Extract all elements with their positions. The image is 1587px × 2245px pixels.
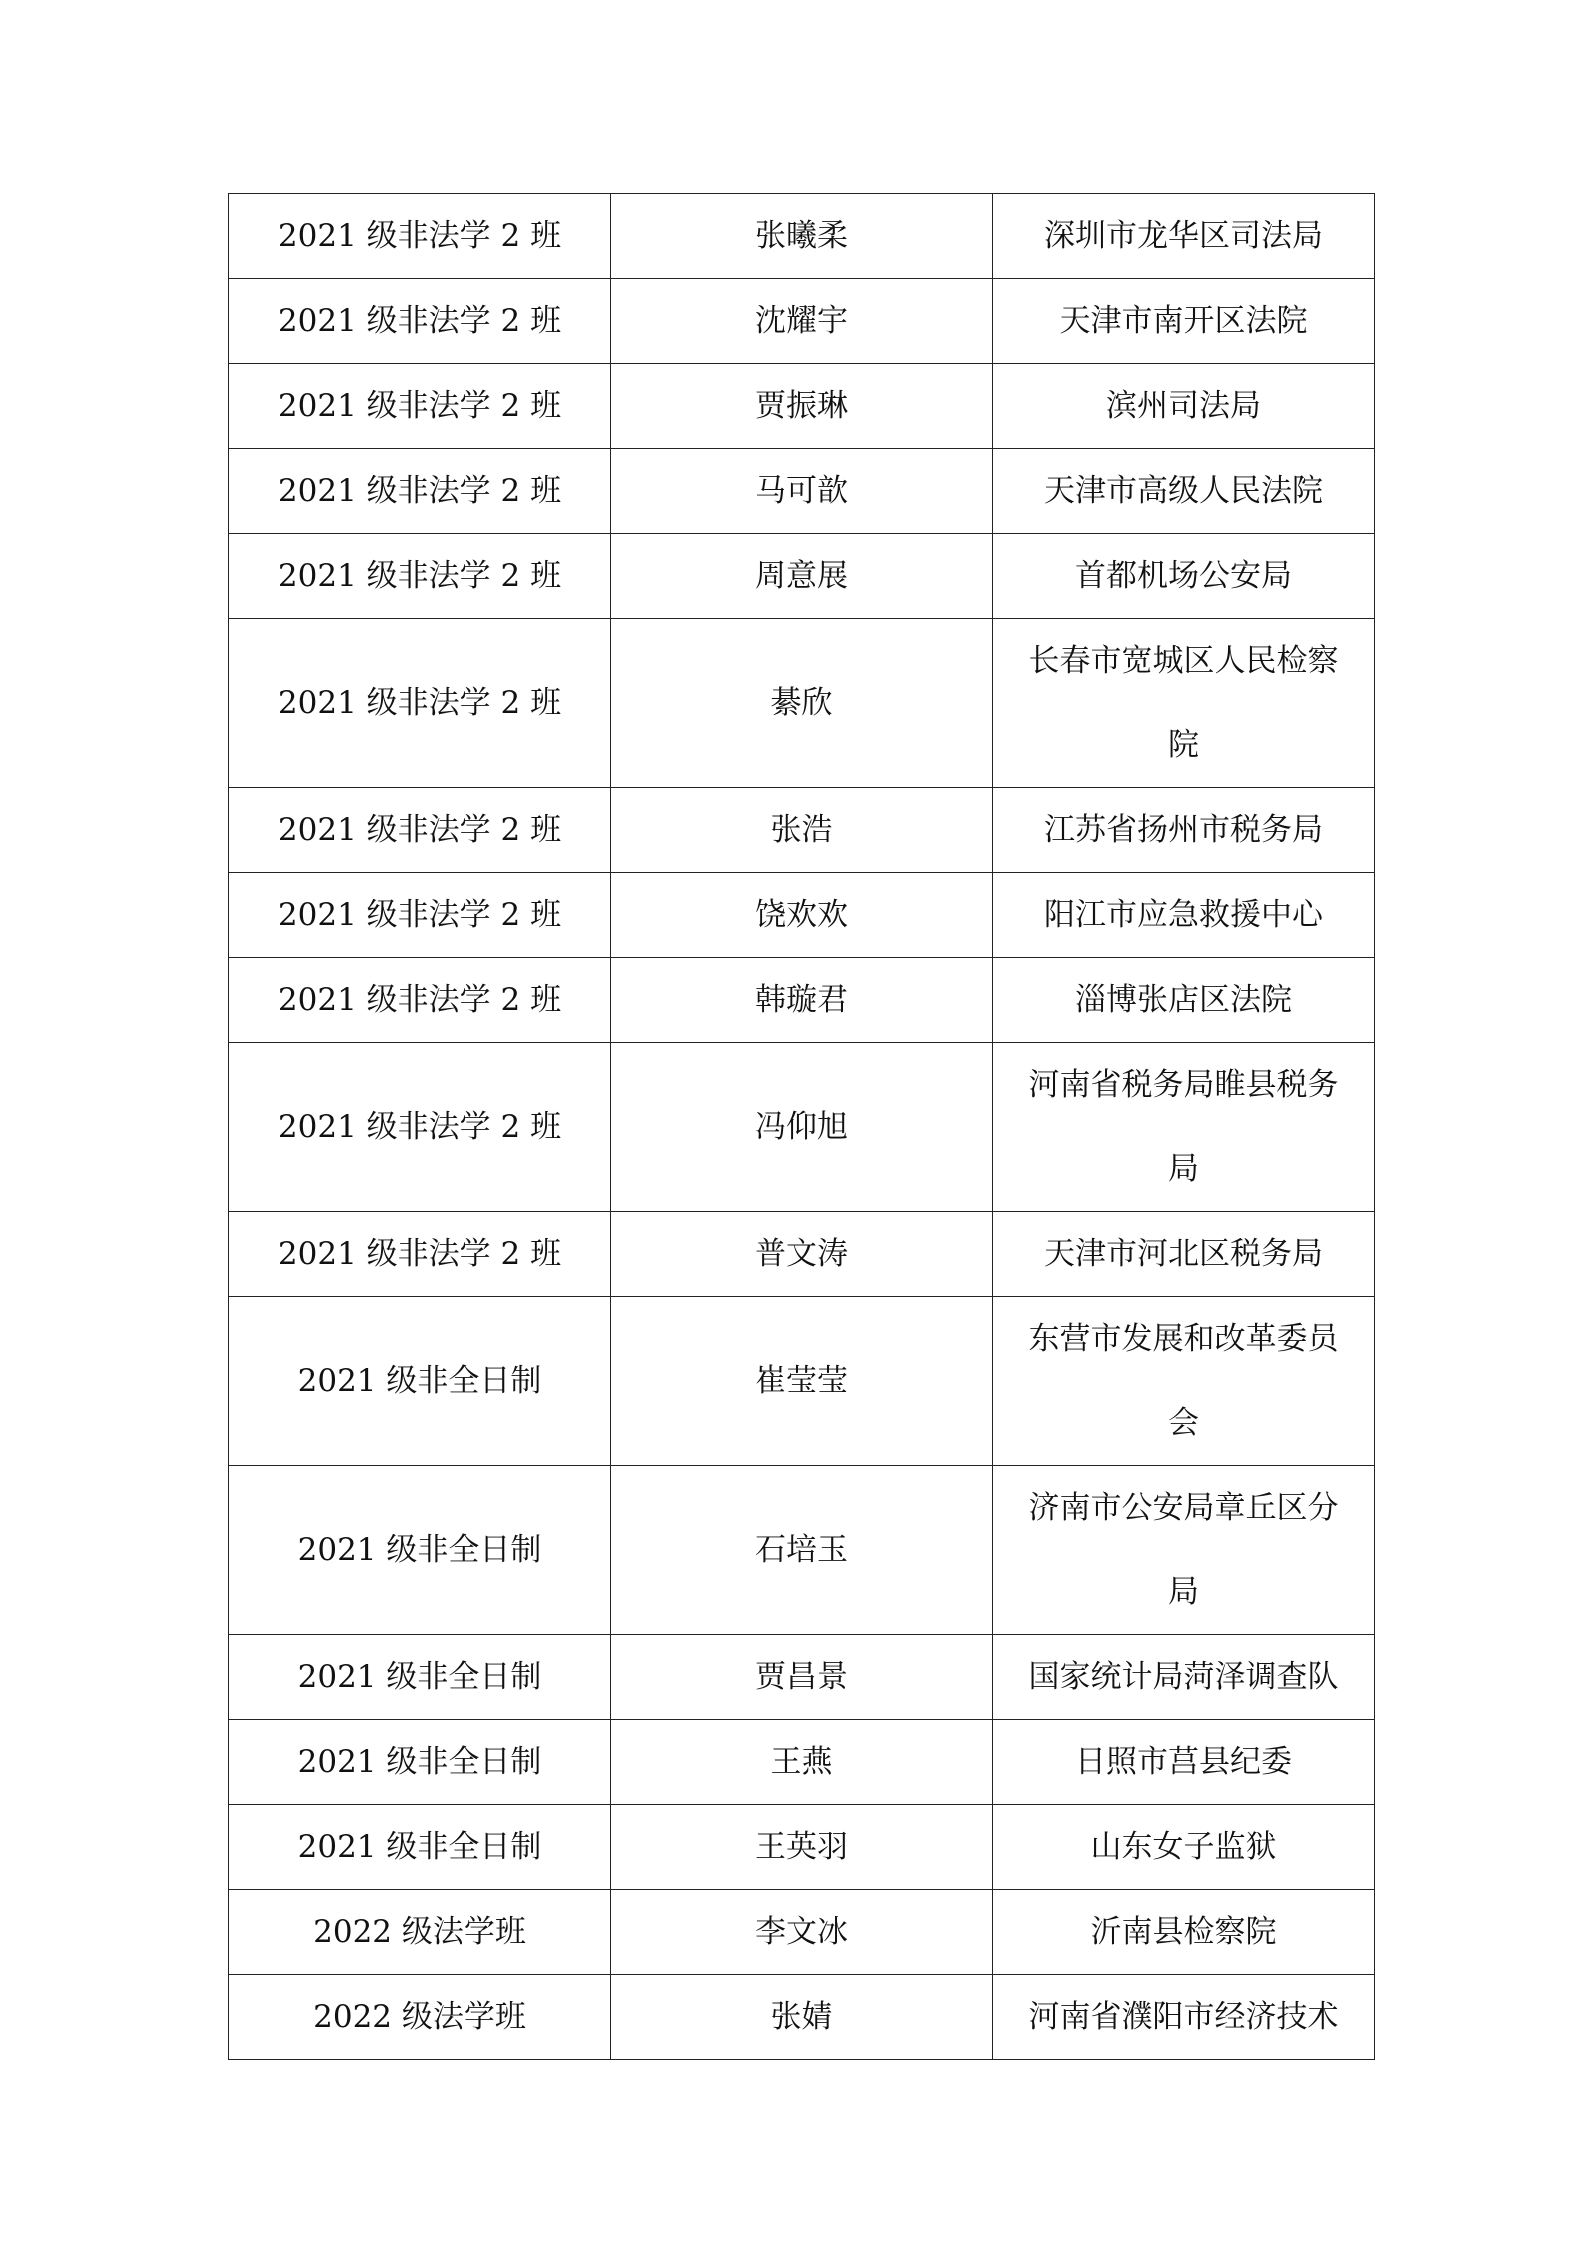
name-cell: 马可歆 xyxy=(611,449,993,534)
name-cell: 王英羽 xyxy=(611,1805,993,1890)
class-cell: 2021 级非法学 2 班 xyxy=(229,619,611,788)
class-cell: 2021 级非法学 2 班 xyxy=(229,364,611,449)
table-row xyxy=(229,1297,1375,1466)
class-cell: 2021 级非全日制 xyxy=(229,1466,611,1635)
class-cell: 2021 级非全日制 xyxy=(229,1297,611,1466)
name-cell: 张曦柔 xyxy=(611,194,993,279)
table-row xyxy=(229,788,1375,873)
unit-cell: 淄博张店区法院 xyxy=(993,958,1375,1043)
table-row xyxy=(229,958,1375,1043)
class-cell: 2021 级非法学 2 班 xyxy=(229,279,611,364)
table-row xyxy=(229,534,1375,619)
unit-cell: 天津市南开区法院 xyxy=(993,279,1375,364)
unit-cell: 日照市莒县纪委 xyxy=(993,1720,1375,1805)
name-cell: 贾昌景 xyxy=(611,1635,993,1720)
table-row xyxy=(229,279,1375,364)
name-cell: 綦欣 xyxy=(611,619,993,788)
class-cell: 2021 级非法学 2 班 xyxy=(229,788,611,873)
unit-cell: 阳江市应急救援中心 xyxy=(993,873,1375,958)
name-cell: 王燕 xyxy=(611,1720,993,1805)
class-cell: 2021 级非全日制 xyxy=(229,1720,611,1805)
table-row xyxy=(229,1805,1375,1890)
table-row xyxy=(229,1043,1375,1212)
class-cell: 2022 级法学班 xyxy=(229,1975,611,2060)
unit-cell: 深圳市龙华区司法局 xyxy=(993,194,1375,279)
class-cell: 2021 级非全日制 xyxy=(229,1805,611,1890)
unit-cell: 河南省濮阳市经济技术 xyxy=(993,1975,1375,2060)
name-cell: 韩璇君 xyxy=(611,958,993,1043)
unit-cell: 山东女子监狱 xyxy=(993,1805,1375,1890)
table-row xyxy=(229,449,1375,534)
table-row xyxy=(229,1890,1375,1975)
roster-table xyxy=(228,193,1375,2060)
name-cell: 崔莹莹 xyxy=(611,1297,993,1466)
unit-cell: 国家统计局菏泽调查队 xyxy=(993,1635,1375,1720)
table-row xyxy=(229,1635,1375,1720)
class-cell: 2021 级非法学 2 班 xyxy=(229,449,611,534)
table-row xyxy=(229,1466,1375,1635)
class-cell: 2021 级非法学 2 班 xyxy=(229,1212,611,1297)
unit-cell: 天津市河北区税务局 xyxy=(993,1212,1375,1297)
table-row xyxy=(229,619,1375,788)
table-row xyxy=(229,1720,1375,1805)
unit-cell: 长春市宽城区人民检察院 xyxy=(993,619,1375,788)
class-cell: 2021 级非法学 2 班 xyxy=(229,1043,611,1212)
table-row xyxy=(229,873,1375,958)
class-cell: 2021 级非法学 2 班 xyxy=(229,873,611,958)
unit-cell: 滨州司法局 xyxy=(993,364,1375,449)
name-cell: 冯仰旭 xyxy=(611,1043,993,1212)
unit-cell: 东营市发展和改革委员会 xyxy=(993,1297,1375,1466)
unit-cell: 首都机场公安局 xyxy=(993,534,1375,619)
name-cell: 张婧 xyxy=(611,1975,993,2060)
class-cell: 2021 级非法学 2 班 xyxy=(229,534,611,619)
table-row xyxy=(229,364,1375,449)
class-cell: 2021 级非法学 2 班 xyxy=(229,194,611,279)
unit-cell: 河南省税务局睢县税务局 xyxy=(993,1043,1375,1212)
unit-cell: 江苏省扬州市税务局 xyxy=(993,788,1375,873)
name-cell: 李文冰 xyxy=(611,1890,993,1975)
table-row xyxy=(229,1212,1375,1297)
table-row xyxy=(229,194,1375,279)
unit-cell: 济南市公安局章丘区分局 xyxy=(993,1466,1375,1635)
name-cell: 贾振琳 xyxy=(611,364,993,449)
name-cell: 沈耀宇 xyxy=(611,279,993,364)
unit-cell: 天津市高级人民法院 xyxy=(993,449,1375,534)
class-cell: 2021 级非全日制 xyxy=(229,1635,611,1720)
table-row xyxy=(229,1975,1375,2060)
name-cell: 饶欢欢 xyxy=(611,873,993,958)
name-cell: 普文涛 xyxy=(611,1212,993,1297)
class-cell: 2021 级非法学 2 班 xyxy=(229,958,611,1043)
unit-cell: 沂南县检察院 xyxy=(993,1890,1375,1975)
name-cell: 周意展 xyxy=(611,534,993,619)
name-cell: 石培玉 xyxy=(611,1466,993,1635)
class-cell: 2022 级法学班 xyxy=(229,1890,611,1975)
name-cell: 张浩 xyxy=(611,788,993,873)
